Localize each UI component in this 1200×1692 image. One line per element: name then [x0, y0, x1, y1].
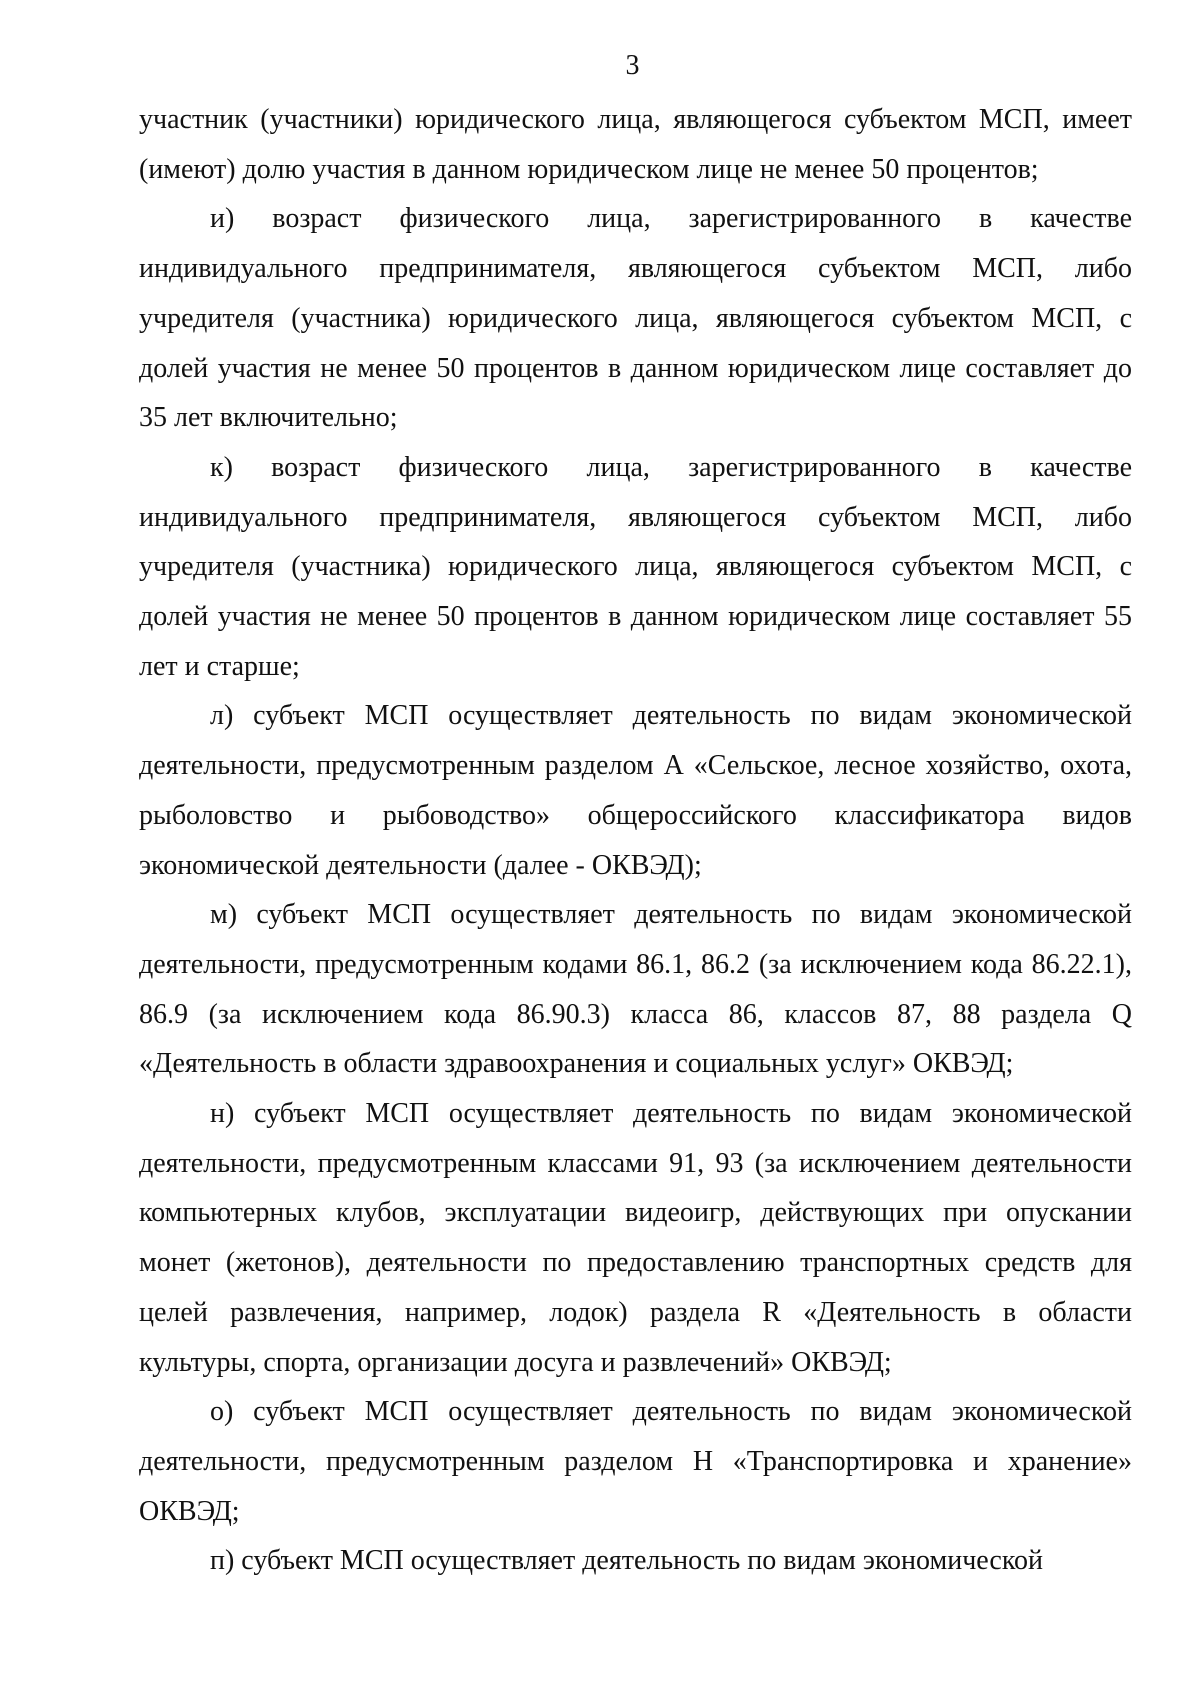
- paragraph-item-l: л) субъект МСП осуществляет деятельность по видам экономической деятельности, предусмотренным разделом А «Сельское, лесное хозяйство, охота, рыболовство и рыбоводство» общероссийского классификатора видов экономической деятельности (далее - ОКВЭД);: [139, 700, 1132, 881]
- paragraph-continuation: участник (участники) юридического лица, являющегося субъектом МСП, имеет (имеют) долю участия в данном юридическом лице не менее 50 процентов;: [139, 104, 1132, 185]
- paragraph-item-m: м) субъект МСП осуществляет деятельность по видам экономической деятельности, предусмотренным кодами 86.1, 86.2 (за исключением кода 86.22.1), 86.9 (за исключением кода 86.90.3) класса 86, классов 87, 88 раздела Q «Деятельность в области здравоохранения и социальных услуг» ОКВЭД;: [139, 899, 1132, 1080]
- paragraph-item-o: о) субъект МСП осуществляет деятельность по видам экономической деятельности, предусмотренным разделом H «Транспортировка и хранение» ОКВЭД;: [139, 1396, 1132, 1527]
- page-number: 3: [625, 50, 640, 81]
- document-body: [139, 95, 1132, 1586]
- paragraph-item-p: п) субъект МСП осуществляет деятельность по видам экономической: [210, 1545, 1043, 1577]
- paragraph-item-n: н) субъект МСП осуществляет деятельность по видам экономической деятельности, предусмотренным классами 91, 93 (за исключением деятельности компьютерных клубов, эксплуатации видеоигр, действующих при опускании монет (жетонов), деятельности по предоставлению транспортных средств для целей развлечения, например, лодок) раздела R «Деятельность в области культуры, спорта, организации досуга и развлечений» ОКВЭД;: [139, 1098, 1132, 1378]
- paragraph-item-i: и) возраст физического лица, зарегистрированного в качестве индивидуального предпринимателя, являющегося субъектом МСП, либо учредителя (участника) юридического лица, являющегося субъектом МСП, с долей участия не менее 50 процентов в данном юридическом лице составляет до 35 лет включительно;: [139, 203, 1132, 434]
- paragraph-item-k: к) возраст физического лица, зарегистрированного в качестве индивидуального предпринимателя, являющегося субъектом МСП, либо учредителя (участника) юридического лица, являющегося субъектом МСП, с долей участия не менее 50 процентов в данном юридическом лице составляет 55 лет и старше;: [139, 451, 1132, 682]
